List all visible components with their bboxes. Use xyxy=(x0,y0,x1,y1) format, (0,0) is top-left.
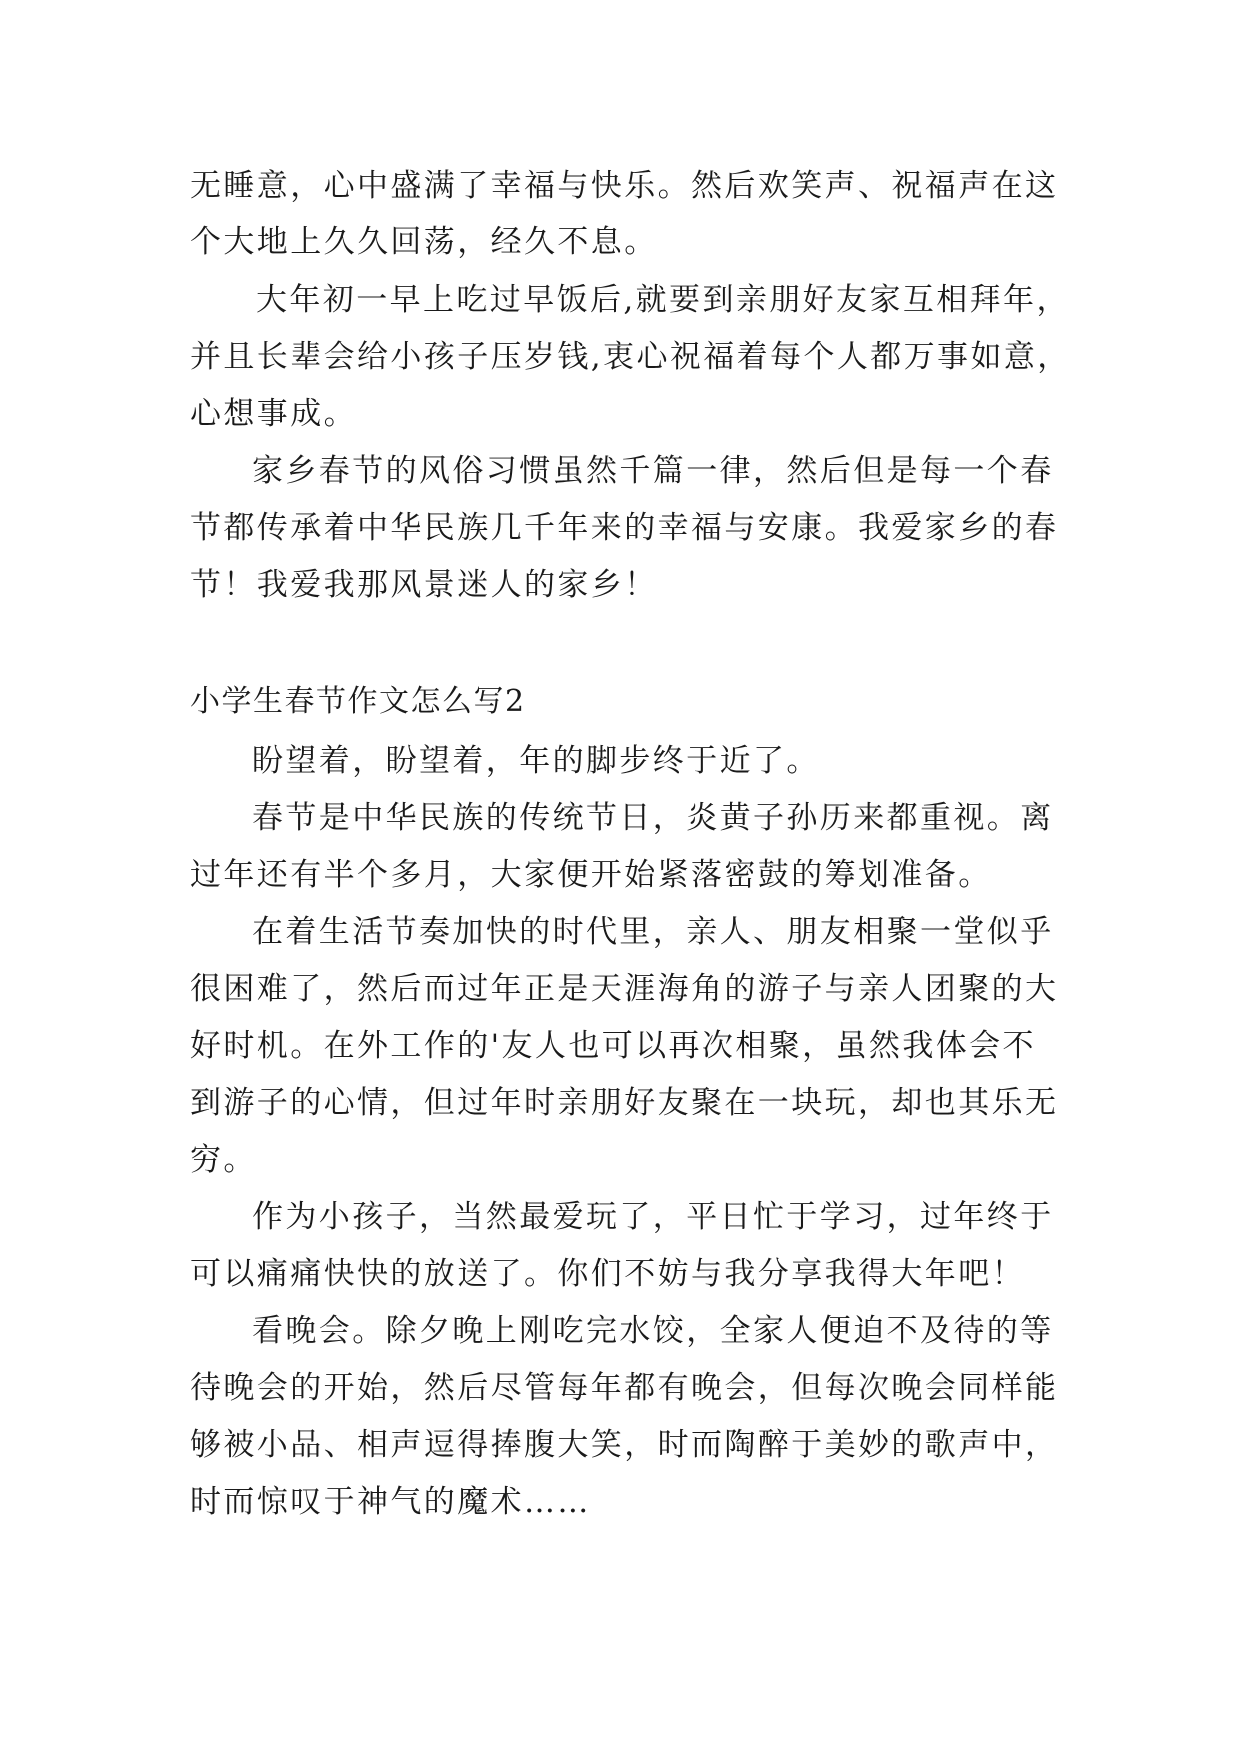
text-line: 可以痛痛快快的放送了。你们不妨与我分享我得大年吧！ xyxy=(190,1256,1025,1292)
text-line: 个大地上久久回荡，经久不息。 xyxy=(190,224,658,260)
paragraph-first-line: 大年初一早上吃过早饭后,就要到亲朋好友家互相拜年， xyxy=(256,282,1070,318)
paragraph-first-line: 在着生活节奏加快的时代里，亲人、朋友相聚一堂似乎 xyxy=(252,914,1054,950)
text-line: 并且长辈会给小孩子压岁钱,衷心祝福着每个人都万事如意， xyxy=(190,339,1071,375)
text-line: 到游子的心情，但过年时亲朋好友聚在一块玩，却也其乐无 xyxy=(190,1085,1059,1121)
paragraph-first-line: 盼望着，盼望着，年的脚步终于近了。 xyxy=(252,743,820,779)
text-line: 够被小品、相声逗得捧腹大笑，时而陶醉于美妙的歌声中， xyxy=(190,1427,1059,1463)
section-heading: 小学生春节作文怎么写2 xyxy=(190,684,526,719)
paragraph-first-line: 作为小孩子，当然最爱玩了，平日忙于学习，过年终于 xyxy=(252,1199,1054,1235)
text-line: 心想事成。 xyxy=(190,396,357,432)
text-line: 节都传承着中华民族几千年来的幸福与安康。我爱家乡的春 xyxy=(190,510,1059,546)
text-line: 无睡意，心中盛满了幸福与快乐。然后欢笑声、祝福声在这 xyxy=(190,168,1059,204)
text-line: 过年还有半个多月，大家便开始紧落密鼓的筹划准备。 xyxy=(190,857,992,893)
text-line: 时而惊叹于神气的魔术…… xyxy=(190,1484,591,1520)
paragraph-first-line: 春节是中华民族的传统节日，炎黄子孙历来都重视。离 xyxy=(252,800,1054,836)
paragraph-first-line: 看晚会。除夕晚上刚吃完水饺，全家人便迫不及待的等 xyxy=(252,1313,1054,1349)
text-line: 穷。 xyxy=(190,1142,257,1178)
text-line: 节！我爱我那风景迷人的家乡！ xyxy=(190,567,658,603)
paragraph-first-line: 家乡春节的风俗习惯虽然千篇一律，然后但是每一个春 xyxy=(252,453,1054,489)
text-line: 待晚会的开始，然后尽管每年都有晚会，但每次晚会同样能 xyxy=(190,1370,1059,1406)
text-line: 很困难了，然后而过年正是天涯海角的游子与亲人团聚的大 xyxy=(190,971,1059,1007)
text-line: 好时机。在外工作的'友人也可以再次相聚，虽然我体会不 xyxy=(190,1028,1036,1064)
